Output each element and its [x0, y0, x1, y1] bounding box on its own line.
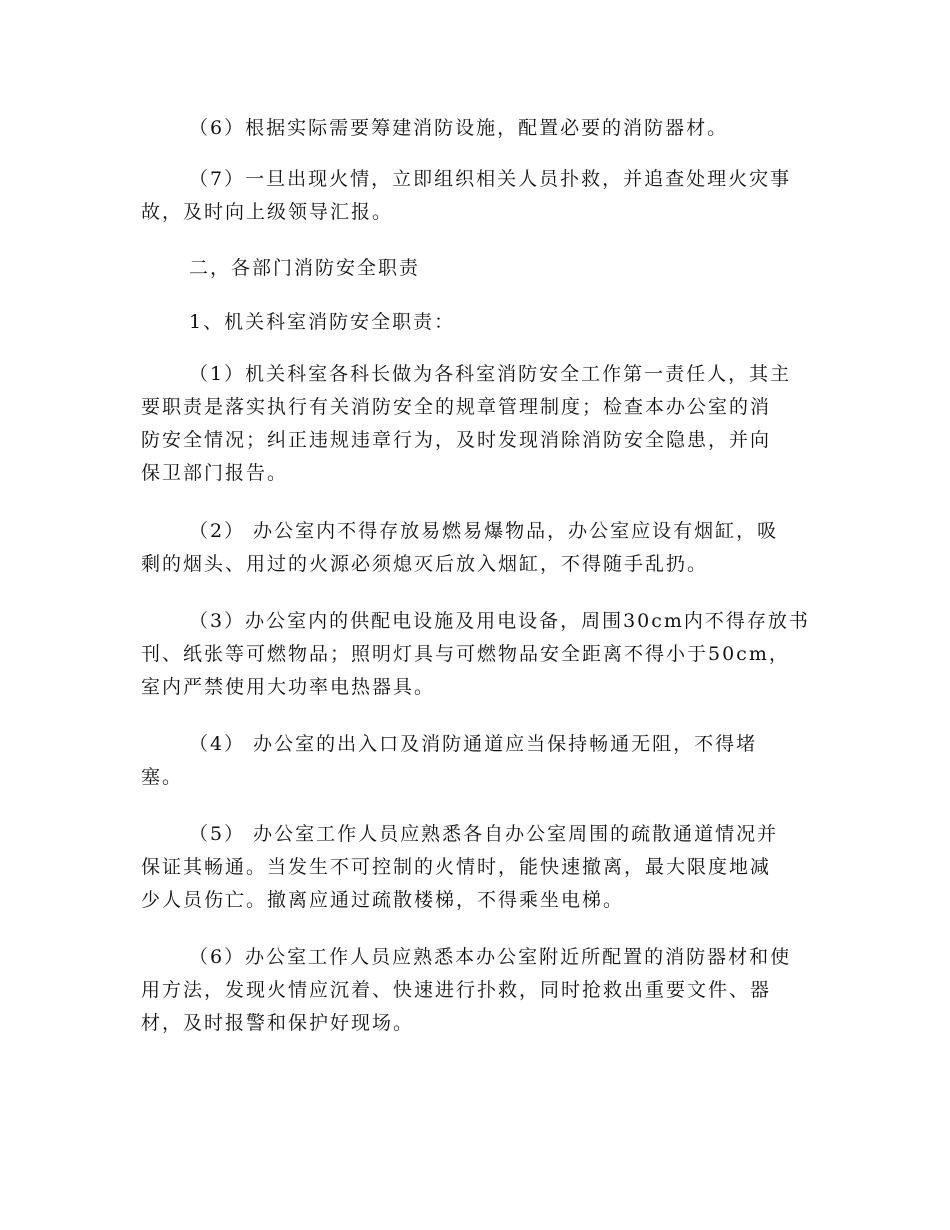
text-line: （6）根据实际需要筹建消防设施，配置必要的消防器材。	[189, 117, 729, 139]
paragraph-item-2-flammables	[141, 515, 811, 581]
text-line: 用方法，发现火情应沉着、快速进行扑救，同时抢救出重要文件、器	[141, 979, 772, 1001]
text-line: （5） 办公室工作人员应熟悉各自办公室周围的疏散通道情况并	[189, 823, 779, 845]
text-line: （4） 办公室的出入口及消防通道应当保持畅通无阻，不得堵	[189, 733, 758, 755]
paragraph-item-4-exits	[141, 728, 811, 794]
text-line: （7）一旦出现火情，立即组织相关人员扑救，并追查处理火灾事	[189, 168, 792, 190]
text-line: 要职责是落实执行有关消防安全的规章管理制度；检查本办公室的消	[141, 396, 772, 418]
text-line: 保证其畅通。当发生不可控制的火情时，能快速撤离，最大限度地减	[141, 856, 772, 878]
paragraph-item-3-electrical	[141, 605, 811, 704]
text-line: 1、机关科室消防安全职责：	[189, 311, 456, 333]
text-line: 故，及时向上级领导汇报。	[141, 201, 394, 223]
text-line: （6）办公室工作人员应熟悉本办公室附近所配置的消防器材和使	[189, 946, 792, 968]
paragraph-item-1-section-chief	[141, 358, 811, 490]
section-heading-department-duties	[141, 252, 811, 285]
paragraph-item-6-facilities	[141, 112, 811, 145]
text-line: 防安全情况；纠正违规违章行为，及时发现消除消防安全隐患，并向	[141, 429, 772, 451]
subsection-heading-office-duties	[141, 306, 811, 339]
text-line: 刊、纸张等可燃物品；照明灯具与可燃物品安全距离不得小于50cm，	[141, 643, 790, 665]
text-line: 塞。	[141, 766, 184, 788]
text-line: （2） 办公室内不得存放易燃易爆物品，办公室应设有烟缸，吸	[189, 520, 779, 542]
text-line: 二，各部门消防安全职责	[189, 257, 421, 279]
paragraph-item-5-evacuation	[141, 818, 811, 917]
paragraph-item-7-fire-response	[141, 163, 811, 229]
text-line: 室内严禁使用大功率电热器具。	[141, 676, 436, 698]
text-line: 少人员伤亡。撤离应通过疏散楼梯，不得乘坐电梯。	[141, 889, 625, 911]
text-line: 剩的烟头、用过的火源必须熄灭后放入烟缸，不得随手乱扔。	[141, 553, 709, 575]
text-line: 保卫部门报告。	[141, 462, 289, 484]
text-line: （1）机关科室各科长做为各科室消防安全工作第一责任人，其主	[189, 363, 792, 385]
text-line: （3）办公室内的供配电设施及用电设备，周围30cm内不得存放书	[189, 610, 810, 632]
text-line: 材，及时报警和保护好现场。	[141, 1012, 415, 1034]
paragraph-item-6-equipment	[141, 941, 811, 1040]
